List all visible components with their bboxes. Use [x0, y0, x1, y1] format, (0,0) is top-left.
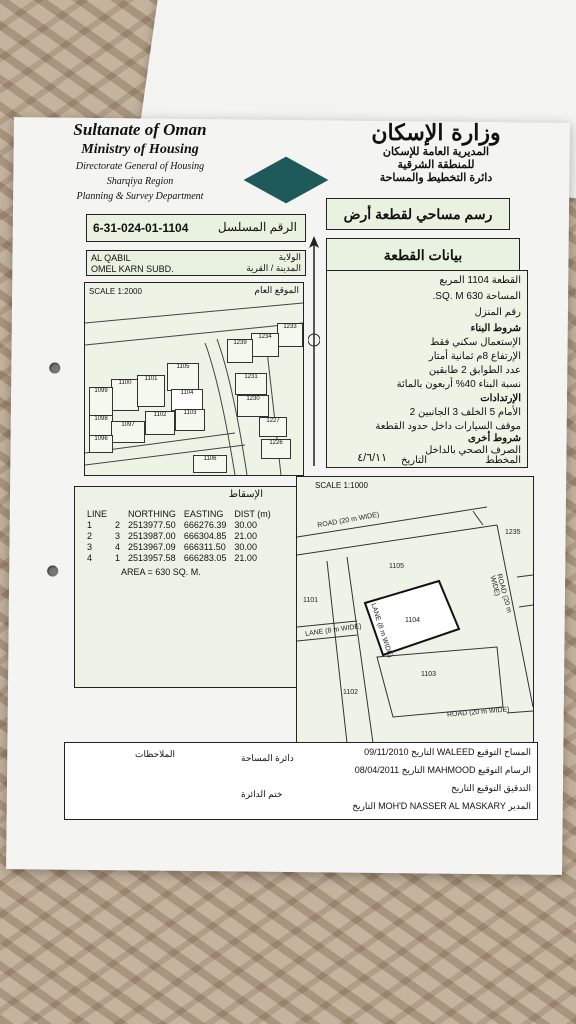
cell: 666283.05: [183, 553, 227, 563]
detail-area: المساحة 630 SQ. M.: [432, 291, 521, 302]
map1-plot-1099: 1099: [89, 387, 113, 417]
cell: 2513977.50: [128, 520, 176, 530]
cell: 1: [87, 520, 93, 530]
serial-number: 6-31-024-01-1104: [93, 221, 189, 235]
detail-site-map: [296, 476, 534, 744]
serial-number-box: [86, 214, 306, 242]
map1-plot-1100: 1100: [111, 379, 139, 411]
map1-plot-1102: 1102: [145, 411, 175, 435]
table-row: [83, 520, 275, 531]
map1-plot-1105: 1105: [167, 363, 199, 391]
wilaya-label: الولاية: [278, 252, 301, 262]
map1-plot-1230: 1230: [237, 395, 269, 417]
cell: 4: [115, 542, 121, 552]
map1-plot-1101: 1101: [137, 375, 165, 407]
total-area: AREA = 630 SQ. M.: [121, 567, 201, 577]
handwritten-date: ٤/٦/١١: [357, 452, 387, 464]
cell: 30.00: [234, 542, 257, 552]
road-label-top: ROAD (20 m WIDE): [316, 511, 380, 530]
parcel-details: [326, 270, 528, 468]
surveyor-row: المساح التوقيع WALEED التاريخ 09/11/2010: [364, 747, 531, 757]
table-row: [83, 553, 275, 564]
map1-plot-1239: 1239: [227, 339, 253, 363]
road-label-bottom: ROAD (20 m WIDE): [446, 706, 510, 719]
cell: 3: [87, 542, 93, 552]
map1-plot-1227: 1227: [259, 417, 287, 437]
wilaya-value: AL QABIL: [91, 253, 131, 263]
col-line: LINE: [87, 509, 108, 519]
map1-plot-1234: 1234: [251, 333, 279, 357]
arabic-logo: وزارة الإسكان: [371, 120, 501, 146]
punch-hole-bottom: [47, 565, 58, 576]
map1-plot-1097: 1097: [111, 421, 145, 443]
coordinates-box: [74, 486, 304, 688]
punch-hole-top: [49, 362, 60, 373]
detail-floors: عدد الطوابق 2 طابقين: [428, 365, 521, 376]
map2-plot-1105: 1105: [389, 563, 405, 570]
detail-height: الإرتفاع 8م ثمانية أمتار: [428, 351, 521, 362]
general-location-map: [84, 282, 304, 476]
detail-setbacks: الإرتدادات: [480, 393, 521, 404]
cell: 2513987.00: [128, 531, 176, 541]
map1-plot-1098: 1098: [89, 415, 113, 437]
city-value: OMEL KARN SUBD.: [91, 264, 174, 274]
draftsman-row: الرسام التوقيع MAHMOOD التاريخ 08/04/2011: [354, 765, 531, 775]
detail-plan: المخطط: [485, 455, 521, 466]
map1-plot-1226: 1226: [261, 439, 291, 459]
serial-label: الرقم المسلسل: [217, 220, 297, 234]
cell: 666311.50: [183, 542, 226, 552]
cell: 2513967.09: [128, 542, 176, 552]
english-header: [40, 120, 240, 203]
city-label: المدينة / القرية: [246, 263, 301, 273]
country-title: Sultanate of Oman: [73, 120, 207, 139]
map2-scale: SCALE 1:1000: [315, 481, 368, 490]
projection-heading: الإسقاط: [228, 489, 263, 500]
coordinates-header-row: [83, 509, 275, 520]
arabic-line-2: للمنطقة الشرقية: [397, 159, 475, 171]
map1-plot-1233: 1233: [277, 323, 303, 347]
lane-label-1: LANE (8 m WIDE): [369, 602, 394, 659]
directorate-text: Directorate General of Housing: [75, 161, 205, 172]
signature-block: [64, 742, 538, 820]
map2-plot-1102: 1102: [343, 689, 359, 696]
detail-ratio: نسبة البناء 40% أربعون بالمائة: [396, 379, 521, 390]
remarks-label: الملاحظات: [135, 749, 175, 759]
map2-plot-1101: 1101: [303, 597, 319, 604]
detail-other: شروط أخرى: [467, 433, 521, 444]
north-arrow-icon: [308, 236, 320, 466]
ministry-title: Ministry of Housing: [81, 142, 199, 157]
table-row: [83, 542, 275, 553]
detail-date-label: التاريخ: [401, 455, 427, 466]
map2-plot-1103: 1103: [421, 671, 437, 678]
road-label-right: ROAD (20 m WIDE): [488, 573, 513, 614]
region-text: Sharqiya Region: [106, 176, 174, 187]
map1-general-label: الموقع العام: [254, 285, 299, 295]
parcel-data-title: بيانات القطعة: [326, 238, 520, 272]
lane-label-2: LANE (8 m WIDE): [304, 623, 363, 638]
cell: 2: [115, 520, 121, 530]
cell: 30.00: [234, 520, 257, 530]
director-row: المدير MOH'D NASSER AL MASKARY التاريخ: [352, 801, 531, 811]
arabic-line-1: المديرية العامة للإسكان: [382, 146, 490, 158]
cell: 21.00: [234, 553, 257, 563]
cell: 666276.39: [183, 520, 227, 530]
map1-plot-1096: 1096: [89, 435, 113, 453]
cell: 1: [115, 553, 121, 563]
col-easting: EASTING: [183, 509, 224, 519]
north-arrow-svg: [308, 236, 320, 466]
detail-house-no: رقم المنزل: [474, 307, 521, 318]
col-dist: DIST (m): [234, 509, 271, 519]
detail-use: الإستعمال سكني فقط: [430, 337, 521, 348]
detail-sewage: الصرف الصحي بالداخل: [425, 445, 521, 456]
map1-plot-1106: 1106: [193, 455, 227, 473]
cell: 3: [115, 531, 121, 541]
location-box: [86, 250, 306, 276]
checker-row: التدقيق التوقيع التاريخ: [451, 783, 531, 793]
detail-plot: القطعة 1104 المربع: [439, 275, 521, 286]
col-line-to: [111, 509, 124, 520]
col-northing: NORTHING: [128, 509, 176, 519]
coordinates-table: [83, 509, 275, 564]
cell: 4: [87, 553, 93, 563]
detail-conditions: شروط البناء: [470, 323, 521, 334]
map1-plot-1231: 1231: [235, 373, 267, 395]
stamp-label: ختم الدائرة: [241, 789, 283, 799]
detail-setback-values: الأمام 5 الخلف 3 الجانبين 2: [409, 407, 521, 418]
cell: 2: [87, 531, 93, 541]
cell: 2513957.58: [128, 553, 176, 563]
arabic-header: [336, 120, 536, 185]
map1-plot-1103: 1103: [175, 409, 205, 431]
table-row: [83, 531, 275, 542]
cell: 666304.85: [183, 531, 227, 541]
department-text: Planning & Survey Department: [76, 191, 204, 202]
map1-scale: SCALE 1:2000: [89, 287, 142, 296]
cell: 21.00: [234, 531, 257, 541]
survey-dept-label: دائرة المساحة: [241, 753, 294, 763]
arabic-line-3: دائرة التخطيط والمساحة: [379, 172, 493, 184]
map2-plot-1104: 1104: [405, 617, 421, 624]
detail-parking: موقف السيارات داخل حدود القطعة: [375, 421, 521, 432]
map1-plot-1104: 1104: [171, 389, 203, 411]
sketch-title: رسم مساحي لقطعة أرض: [326, 198, 510, 230]
map2-plot-1235: 1235: [505, 529, 521, 536]
